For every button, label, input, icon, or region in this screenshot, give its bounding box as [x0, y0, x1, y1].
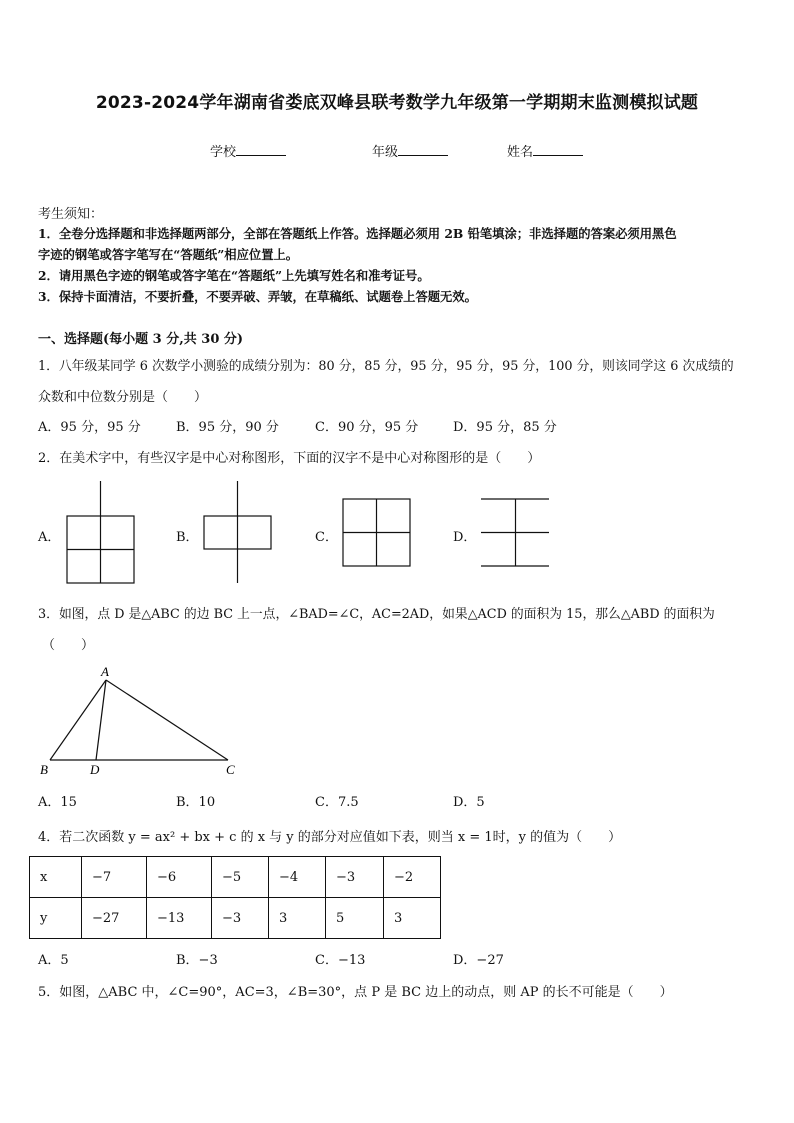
q5-text: 5．如图，△ABC 中，∠C=90°，AC=3，∠B=30°，点 P 是 BC 边上的动点，则 AP 的长不可能是（ ）	[38, 985, 673, 1000]
q2-option-a[interactable]: A．	[38, 530, 61, 545]
table-cell: −6	[147, 857, 212, 898]
q2-figure-a	[66, 481, 136, 585]
table-cell: 3	[384, 898, 441, 939]
table-cell: −27	[82, 898, 147, 939]
q2-text: 2．在美术字中，有些汉字是中心对称图形，下面的汉字不是中心对称图形的是（ ）	[38, 451, 541, 466]
q3-triangle-figure	[30, 660, 250, 780]
grade-field	[372, 141, 448, 160]
q4-option-b[interactable]: B．−3	[176, 953, 218, 968]
table-cell: −7	[82, 857, 147, 898]
table-cell: −13	[147, 898, 212, 939]
table-cell: −2	[384, 857, 441, 898]
q1-text-line2: 众数和中位数分别是（ ）	[38, 390, 208, 405]
q1-option-a[interactable]: A．95 分，95 分	[38, 420, 141, 435]
notice-item-2: 2．请用黑色字迹的钢笔或答字笔在“答题纸”上先填写姓名和准考证号。	[38, 268, 430, 283]
grade-label: 年级	[372, 145, 399, 160]
table-header-y: y	[30, 898, 82, 939]
q1-option-d[interactable]: D．95 分，85 分	[453, 420, 557, 435]
q1-option-b[interactable]: B．95 分，90 分	[176, 420, 279, 435]
q1-text-line1: 1．八年级某同学 6 次数学小测验的成绩分别为：80 分，85 分，95 分，95 分，95 分，100 分，则该同学这 6 次成绩的	[38, 359, 734, 374]
q4-value-table	[29, 856, 441, 939]
name-field	[507, 141, 583, 160]
school-field	[210, 141, 286, 160]
q4-option-a[interactable]: A．5	[38, 953, 69, 968]
q3-option-b[interactable]: B．10	[176, 795, 216, 810]
table-cell: 3	[269, 898, 326, 939]
q3-text-line1: 3．如图，点 D 是△ABC 的边 BC 上一点，∠BAD=∠C，AC=2AD，如果△ACD 的面积为 15，那么△ABD 的面积为	[38, 607, 715, 622]
table-cell: −4	[269, 857, 326, 898]
table-cell: −3	[212, 898, 269, 939]
q3-option-d[interactable]: D．5	[453, 795, 485, 810]
point-c-label: C	[226, 762, 235, 777]
table-cell: −3	[326, 857, 384, 898]
q1-option-c[interactable]: C．90 分，95 分	[315, 420, 419, 435]
q2-option-c[interactable]: C．	[315, 530, 338, 545]
notice-heading: 考生须知：	[38, 207, 104, 222]
notice-item-1: 1．全卷分选择题和非选择题两部分，全部在答题纸上作答。选择题必须用 2B 铅笔填涂；非选择题的答案必须用黑色	[38, 226, 677, 241]
q4-option-d[interactable]: D．−27	[453, 953, 504, 968]
q2-option-d[interactable]: D．	[453, 530, 477, 545]
table-cell: 5	[326, 898, 384, 939]
q2-figure-b	[203, 481, 275, 585]
point-d-label: D	[90, 762, 100, 777]
q4-text: 4．若二次函数 y = ax² + bx + c 的 x 与 y 的部分对应值如下表，则当 x = 1时，y 的值为（ ）	[38, 830, 622, 845]
school-label: 学校	[210, 145, 237, 160]
q3-text-line2: （ ）	[42, 638, 95, 653]
section-heading: 一、选择题(每小题 3 分,共 30 分)	[38, 332, 244, 347]
q4-option-c[interactable]: C．−13	[315, 953, 366, 968]
notice-item-1-cont: 字迹的钢笔或答字笔写在“答题纸”相应位置上。	[38, 247, 299, 262]
table-row-y	[30, 898, 441, 939]
point-a-label: A	[101, 664, 109, 679]
table-cell: −5	[212, 857, 269, 898]
notice-item-3: 3．保持卡面清洁，不要折叠，不要弄破、弄皱，在草稿纸、试题卷上答题无效。	[38, 289, 477, 304]
table-row-x	[30, 857, 441, 898]
q3-option-c[interactable]: C．7.5	[315, 795, 359, 810]
point-b-label: B	[40, 762, 48, 777]
q2-option-b[interactable]: B．	[176, 530, 199, 545]
table-header-x: x	[30, 857, 82, 898]
page-title: 2023-2024学年湖南省娄底双峰县联考数学九年级第一学期期末监测模拟试题	[95, 93, 699, 113]
q2-figure-c	[342, 498, 412, 568]
q3-option-a[interactable]: A．15	[38, 795, 77, 810]
q2-figure-d	[481, 498, 551, 568]
name-label: 姓名	[507, 145, 534, 160]
edge-ac	[106, 680, 228, 760]
